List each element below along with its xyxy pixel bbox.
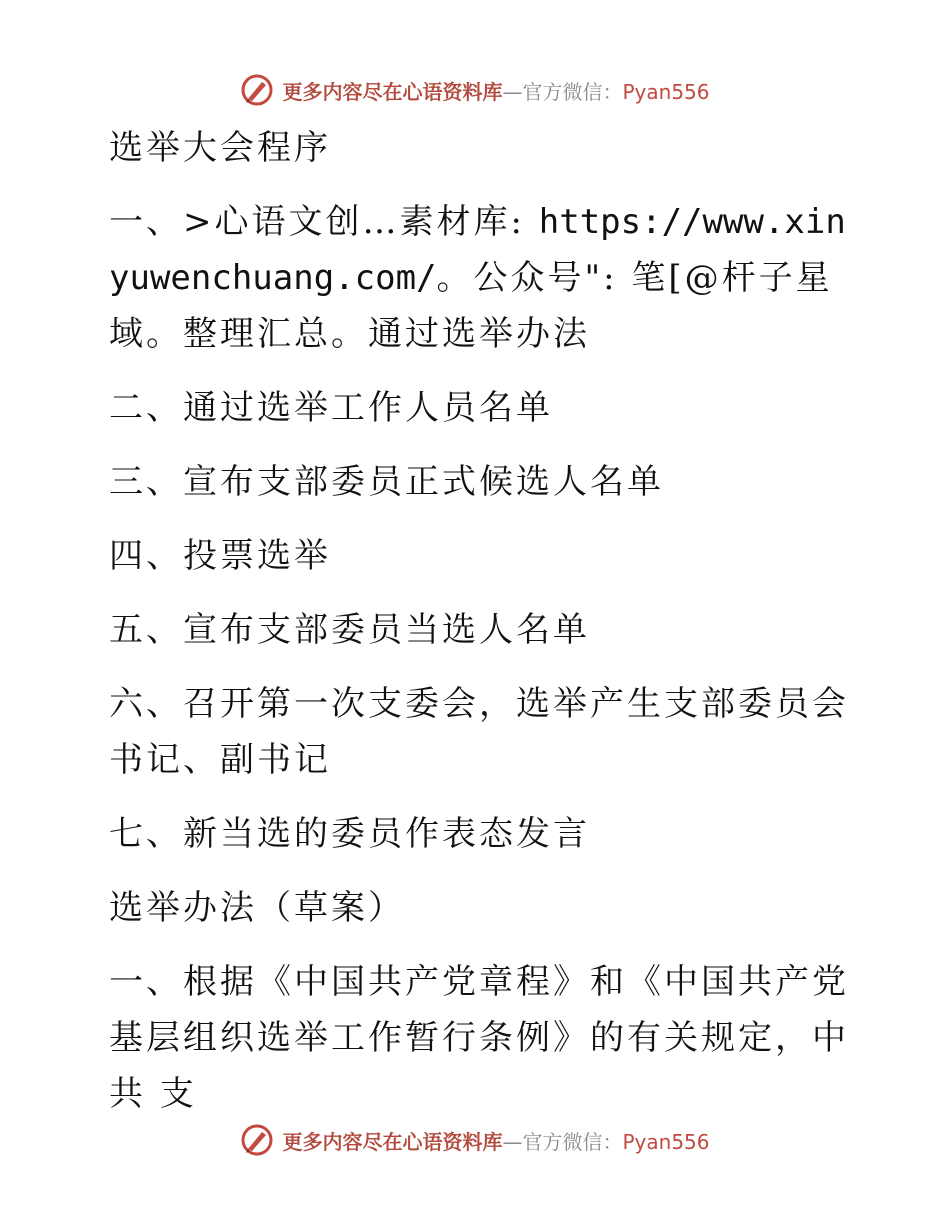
method-item-1: 一、根据《中国共产党章程》和《中国共产党基层组织选举工作暂行条例》的有关规定，中共 支 <box>109 962 849 1114</box>
footer-wechat-label: 官方微信： <box>522 1129 623 1154</box>
header-dash: — <box>502 79 523 104</box>
footer-wechat-id: Pyan556 <box>622 1129 710 1154</box>
program-item-1 <box>97 194 857 362</box>
program-item-1-url-a: https:// <box>538 202 703 242</box>
header-wechat-id: Pyan556 <box>622 79 710 104</box>
header-main-text: 更多内容尽在心语资料库 <box>282 79 503 104</box>
quill-pen-logo-icon <box>240 1123 274 1157</box>
footer-dash: — <box>502 1129 523 1154</box>
program-item-1-text-a: 一、>心语文创…素材库: <box>109 202 539 242</box>
header-banner-text <box>282 76 709 105</box>
document-body <box>97 120 857 1140</box>
program-item-6: 六、召开第一次支委会，选举产生支部委员会书记、副书记 <box>109 684 849 780</box>
program-item-4: 四、投票选举 <box>109 536 331 576</box>
quill-pen-logo-icon <box>240 73 274 107</box>
document-title: 选举大会程序 <box>109 128 331 168</box>
program-item-7: 七、新当选的委员作表态发言 <box>109 814 590 854</box>
header-banner <box>0 70 950 110</box>
program-item-1-url-b: www.xinyuwenchuang.com/ <box>109 202 846 298</box>
footer-banner-text <box>282 1126 709 1155</box>
program-item-5: 五、宣布支部委员当选人名单 <box>109 610 590 650</box>
program-item-2: 二、通过选举工作人员名单 <box>109 388 553 428</box>
footer-main-text: 更多内容尽在心语资料库 <box>282 1129 503 1154</box>
header-wechat-label: 官方微信： <box>522 79 623 104</box>
program-item-1-text-b: 。公众号": 笔[@杆子星域。整理汇总。通过选举办法 <box>109 258 833 354</box>
method-title: 选举办法（草案） <box>109 888 405 928</box>
program-item-3: 三、宣布支部委员正式候选人名单 <box>109 462 664 502</box>
footer-banner <box>0 1120 950 1160</box>
